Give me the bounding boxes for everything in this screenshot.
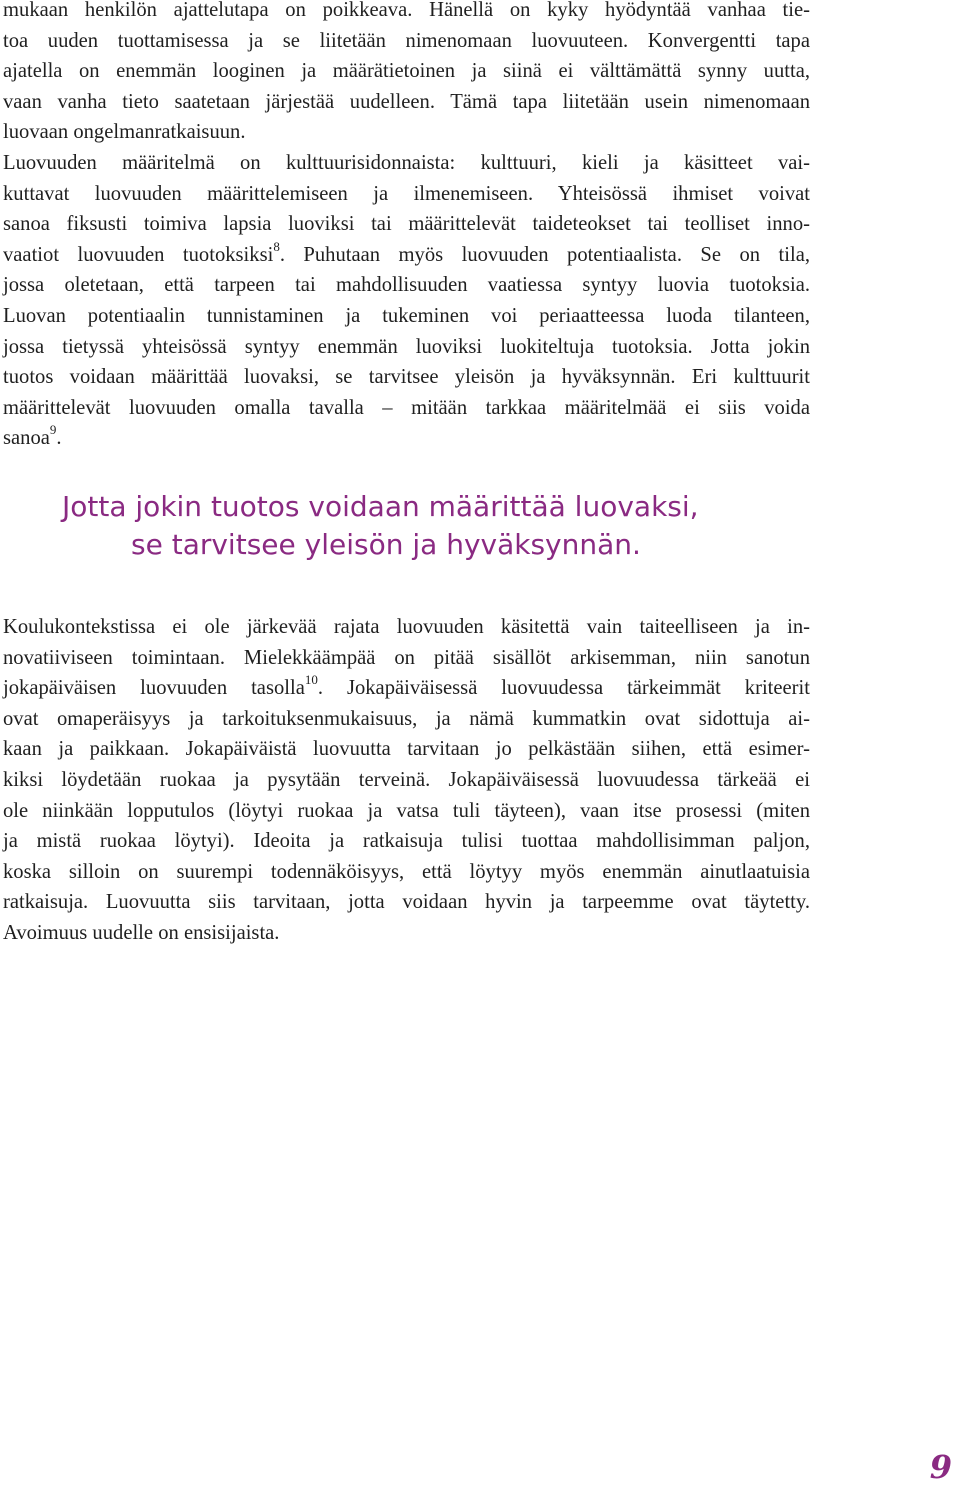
page-number: 9 bbox=[929, 1448, 952, 1486]
text-line: toa uuden tuottamisessa ja se liitetään nimenomaan luovuuteen. Konvergentti tapa bbox=[3, 29, 810, 52]
text-line: Koulukontekstissa ei ole järkevää rajata luovuuden käsitettä vain taiteelliseen ja in- bbox=[3, 616, 810, 638]
text-line: vaan vanha tieto saatetaan järjestää uudelleen. Tämä tapa liitetään usein nimenomaan bbox=[3, 90, 810, 113]
text-line: kuttavat luovuuden määrittelemiseen ja ilmenemiseen. Yhteisössä ihmiset voivat bbox=[3, 182, 810, 205]
text-segment: . Puhutaan myös luovuuden potentiaalista. Se on tila, bbox=[279, 243, 810, 266]
text-line: Luovuuden määritelmä on kulttuurisidonnaista: kulttuuri, kieli ja käsitteet vai- bbox=[3, 151, 810, 174]
text-line: novatiiviseen toimintaan. Mielekkäämpää on pitää sisällöt arkisemman, niin sanotun bbox=[3, 646, 810, 669]
text-line-with-footnote bbox=[3, 673, 810, 704]
text-line: tuotos voidaan määrittää luovaksi, se tarvitsee yleisön ja hyväksynnän. Eri kulttuurit bbox=[3, 366, 810, 389]
text-line: luovaan ongelmanratkaisuun. bbox=[3, 121, 246, 144]
text-line: kaan ja paikkaan. Jokapäiväistä luovuutta tarvitaan jo pelkästään siihen, että esimer- bbox=[3, 738, 810, 761]
text-line: Luovan potentiaalin tunnistaminen ja tukeminen voi periaatteessa luoda tilanteen, bbox=[3, 304, 810, 327]
footnote-marker: 8 bbox=[273, 238, 280, 254]
text-line: jossa oletetaan, että tarpeen tai mahdollisuuden vaatiessa syntyy luovia tuotoksia. bbox=[3, 274, 810, 297]
text-segment: vaatiot luovuuden tuotoksiksi bbox=[3, 243, 274, 266]
text-segment: jokapäiväisen luovuuden tasolla bbox=[3, 677, 305, 700]
text-line: kiksi löydetään ruokaa ja pysytään terveinä. Jokapäiväisessä luovuudessa tärkeää ei bbox=[3, 768, 810, 791]
pull-quote-line: Jotta jokin tuotos voidaan määrittää luovaksi, bbox=[62, 490, 699, 523]
text-line: ratkaisuja. Luovuutta siis tarvitaan, jotta voidaan hyvin ja tarpeemme ovat täytetty. bbox=[3, 891, 810, 914]
body-text-top bbox=[3, 0, 810, 454]
body-text-bottom bbox=[3, 612, 810, 949]
text-line-with-footnote bbox=[3, 240, 810, 271]
text-line: Avoimuus uudelle on ensisijaista. bbox=[3, 921, 280, 944]
text-line-with-footnote bbox=[3, 423, 810, 454]
text-segment: . Jokapäiväisessä luovuudessa tärkeimmät kriteerit bbox=[317, 677, 810, 700]
text-line: määrittelevät luovuuden omalla tavalla – mitään tarkkaa määritelmää ei siis voida bbox=[3, 396, 810, 419]
pull-quote bbox=[62, 488, 822, 564]
text-segment: . bbox=[56, 427, 62, 450]
text-line: ole niinkään lopputulos (löytyi ruokaa ja vatsa tuli täyteen), vaan itse prosessi (miten bbox=[3, 799, 810, 822]
text-line: sanoa fiksusti toimiva lapsia luoviksi tai määrittelevät taideteokset tai teolliset inno- bbox=[3, 213, 810, 236]
footnote-marker: 10 bbox=[304, 672, 318, 688]
footnote-marker: 9 bbox=[49, 422, 57, 438]
text-line: jossa tietyssä yhteisössä syntyy enemmän luoviksi luokiteltuja tuotoksia. Jotta jokin bbox=[3, 335, 810, 358]
text-segment: sanoa bbox=[3, 427, 50, 450]
text-line: ovat omaperäisyys ja tarkoituksenmukaisuus, ja nämä kummatkin ovat sidottuja ai- bbox=[3, 707, 810, 730]
text-line: koska silloin on suurempi todennäköisyys, että löytyy myös enemmän ainutlaatuisia bbox=[3, 860, 810, 883]
text-line: mukaan henkilön ajattelutapa on poikkeava. Hänellä on kyky hyödyntää vanhaa tie- bbox=[3, 0, 810, 21]
text-line: ajatella on enemmän looginen ja määrätietoinen ja siinä ei välttämättä synny uutta, bbox=[3, 60, 810, 83]
pull-quote-line: se tarvitsee yleisön ja hyväksynnän. bbox=[131, 528, 641, 561]
text-line: ja mistä ruokaa löytyi). Ideoita ja ratkaisuja tulisi tuottaa mahdollisimman paljon, bbox=[3, 830, 810, 853]
